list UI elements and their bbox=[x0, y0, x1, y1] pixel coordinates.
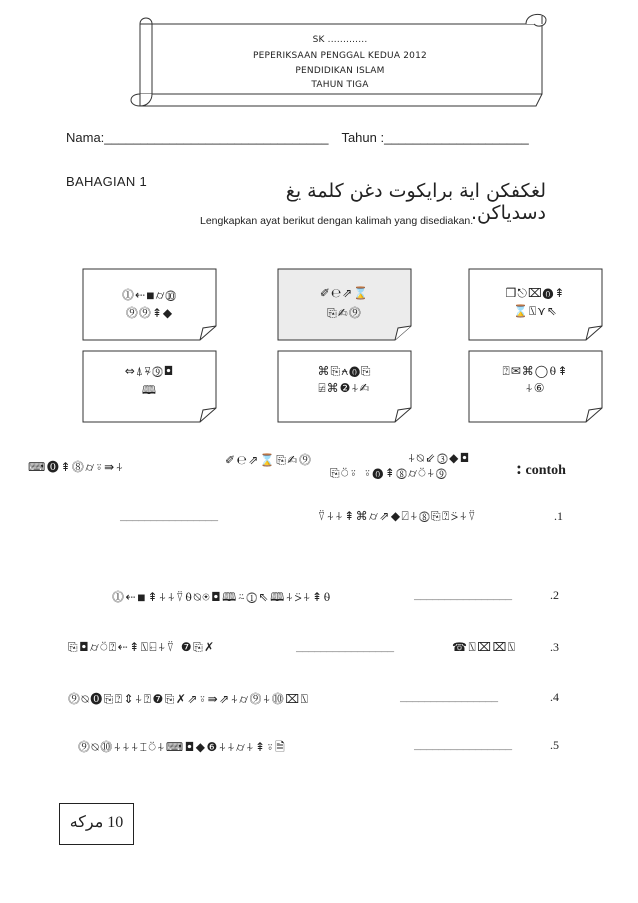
word-card-line: ⌘⎘⍲⓿⎘ bbox=[317, 364, 372, 378]
word-card bbox=[82, 350, 217, 420]
example-sentence-right-top: ⍭⍉⇙⓷◆◘ bbox=[408, 451, 471, 465]
word-card-line: ⍰✉⌘◯⍬⇞ bbox=[502, 364, 569, 378]
question-row bbox=[0, 637, 638, 659]
question-row bbox=[0, 687, 638, 709]
question-row bbox=[0, 585, 638, 607]
word-card-line: ✐℮⇗⌛ bbox=[319, 286, 370, 300]
question-number: .5 bbox=[550, 738, 559, 752]
answer-blank[interactable]: ________________ bbox=[414, 591, 512, 603]
word-card bbox=[468, 268, 603, 338]
jawi-instruction: لغكفكن اية برايكوت دغن كلمة يغ دسدياكن. bbox=[285, 180, 546, 224]
question-text: ⍢⍭⍭⇞⌘⌭⇗◆⍁⍭⓼⎘⍰⍩⍭⍢ bbox=[318, 509, 477, 523]
subject-title: PENDIDIKAN ISLAM bbox=[295, 66, 385, 76]
word-card-line: ⓽⓽⇞◆ bbox=[125, 306, 174, 320]
section-title: BAHAGIAN 1 bbox=[66, 174, 148, 189]
question-number: .2 bbox=[550, 588, 559, 602]
question-text-tail: ☎⍂⌧⌧⍂ bbox=[452, 640, 517, 654]
word-card bbox=[468, 350, 603, 420]
word-card-line: ⌛⍂⋎⇖ bbox=[513, 304, 558, 318]
word-card-line: ❒⎋⌧⓿⇞ bbox=[505, 286, 566, 300]
marks-label: 10 مركه bbox=[69, 814, 124, 831]
word-card bbox=[277, 350, 412, 420]
question-text: ⓵⇠◾⇞⍭⍭⍢⍬⍉⍟◘🕮⍨⓵⇖🕮⍭⍩⍭⇞⍬ bbox=[112, 590, 333, 604]
question-row bbox=[0, 506, 638, 528]
example-text: contoh bbox=[525, 463, 566, 478]
answer-blank[interactable]: ________________ bbox=[400, 693, 498, 705]
example-answer: ✐℮⇗⌛⎘✍⓽ bbox=[225, 453, 313, 467]
example-sentence-right-bottom: ⎘⍥⍤ ⍤⓿⇞⓼⌭⍥⍭⓽ bbox=[330, 466, 448, 480]
year-field[interactable]: Tahun :____________________ bbox=[341, 130, 529, 145]
question-number: .1 bbox=[554, 509, 563, 523]
rumi-instruction: Lengkapkan ayat berikut dengan kalimah yang disediakan. bbox=[200, 215, 474, 227]
word-card-line: 🕮 bbox=[141, 383, 158, 397]
answer-blank[interactable]: ________________ bbox=[414, 741, 512, 753]
word-card bbox=[82, 268, 217, 338]
word-card-line: ⓵⇠◾⌭⓾ bbox=[121, 288, 178, 302]
year-title: TAHUN TIGA bbox=[311, 80, 369, 90]
example-colon: : bbox=[516, 458, 522, 478]
name-field[interactable]: Nama:_______________________________ bbox=[66, 130, 329, 145]
question-text: ⎘◘⌭⍥⍰⇠⇞⍂⍇⍭⍢ ❼⎘✗ bbox=[68, 640, 216, 654]
example-sentence-left: ⌨⓿⇞⓼⌭⍤⇛⍭ bbox=[28, 460, 125, 474]
question-text: ⓽⍉⓿⎘⍰⇕⍭⍰❼⎘✗⇗⍤⇛⇗⍭⌭⓽⍭⓾⌧⍂ bbox=[68, 692, 310, 706]
word-card-line: ⎘✍⓽ bbox=[327, 306, 362, 320]
word-card-line: ⇔⍋⍫⓽◘ bbox=[124, 364, 175, 378]
word-card-line: ⍭⑥ bbox=[525, 381, 546, 395]
answer-blank[interactable]: ________________ bbox=[296, 643, 394, 655]
question-row bbox=[0, 735, 638, 757]
name-year-row bbox=[66, 130, 529, 145]
question-text: ⓽⍉⓾⍭⍭⍭⌶⍥⍭⌨◘◆❻⍭⍭⌭⍭⇞⍤🗎 bbox=[78, 740, 287, 754]
school-name: SK ............. bbox=[312, 35, 368, 45]
question-number: .4 bbox=[550, 690, 559, 704]
answer-blank[interactable]: ________________ bbox=[120, 512, 218, 524]
word-card-line: ⍯⌘❷⍭✍ bbox=[318, 381, 371, 395]
marks-box bbox=[59, 803, 134, 845]
word-card-highlighted bbox=[277, 268, 412, 338]
example-label bbox=[516, 458, 566, 479]
exam-title: PEPERIKSAAN PENGGAL KEDUA 2012 bbox=[253, 51, 427, 61]
question-number: .3 bbox=[550, 640, 559, 654]
